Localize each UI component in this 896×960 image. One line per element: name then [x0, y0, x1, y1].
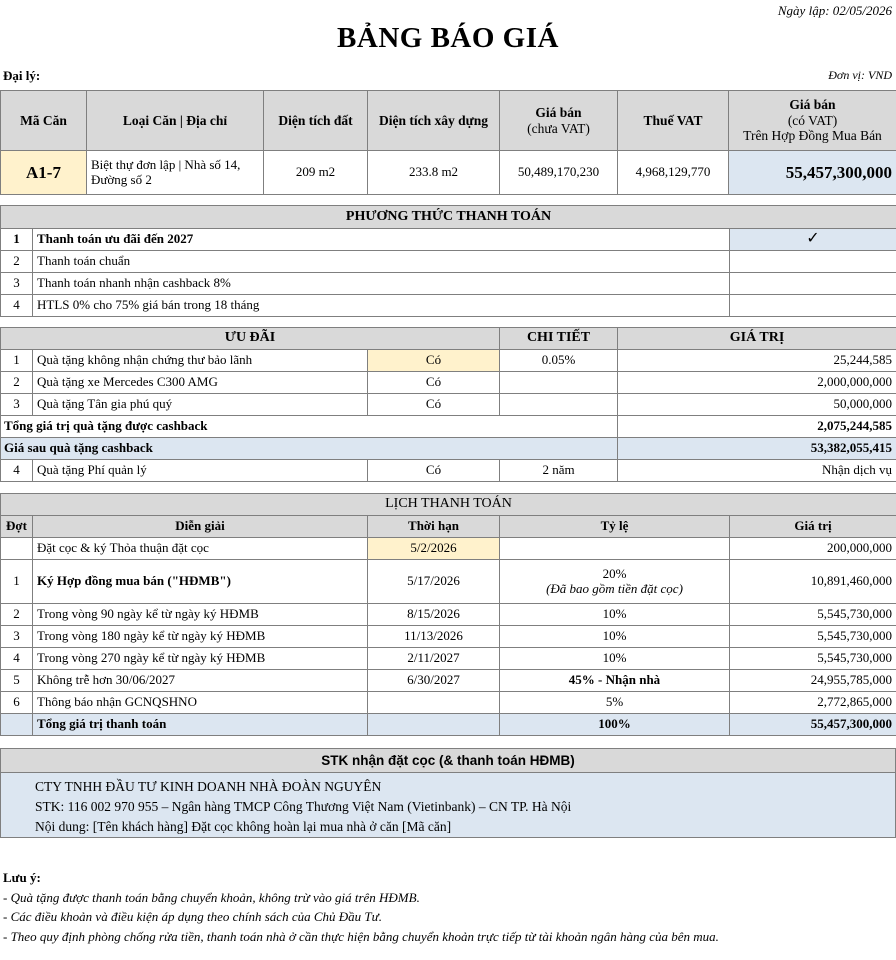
total-deadline — [368, 714, 500, 736]
stage-ratio: 10% — [500, 626, 730, 648]
schedule-total-ratio: 100% — [500, 714, 730, 736]
offer-label: Quà tặng không nhận chứng thư bảo lãnh — [33, 350, 368, 372]
payment-method-select[interactable] — [730, 273, 896, 295]
stage-ratio: 5% — [500, 692, 730, 714]
stage-deadline — [368, 692, 500, 714]
payment-method-label: HTLS 0% cho 75% giá bán trong 18 tháng — [33, 295, 730, 317]
stage-no: 6 — [1, 692, 33, 714]
unit-type-address: Biệt thự đơn lập | Nhà số 14, Đường số 2 — [87, 151, 264, 195]
quote-date: Ngày lập: 02/05/2026 — [777, 3, 892, 18]
price-with-vat: 55,457,300,000 — [729, 151, 896, 195]
payment-method-label: Thanh toán chuẩn — [33, 251, 730, 273]
price-vat-line1: Giá bán — [789, 97, 836, 113]
schedule-total-value: 55,457,300,000 — [730, 714, 896, 736]
stage-no: 5 — [1, 670, 33, 692]
offer-value: 2,000,000,000 — [618, 372, 896, 394]
col-header-build-area: Diện tích xây dựng — [368, 91, 500, 151]
agent-label: Đại lý: — [3, 68, 41, 83]
unit-info-table — [0, 90, 896, 195]
schedule-title: LỊCH THANH TOÁN — [1, 494, 896, 516]
stage-no: 3 — [1, 626, 33, 648]
stage-ratio: 10% — [500, 604, 730, 626]
stage-value: 2,772,865,000 — [730, 692, 896, 714]
notes — [3, 868, 719, 946]
stage-desc: Không trễ hơn 30/06/2027 — [33, 670, 368, 692]
stage-desc: Trong vòng 270 ngày kể từ ngày ký HĐMB — [33, 648, 368, 670]
offer-label: Quà tặng Phí quản lý — [33, 460, 368, 482]
offer-detail — [500, 394, 618, 416]
bank-account-number: STK: 116 002 970 955 – Ngân hàng TMCP Công Thương Việt Nam (Vietinbank) – CN TP. Hà Nội — [35, 799, 572, 814]
offer-value: 50,000,000 — [618, 394, 896, 416]
stage-desc: Ký Hợp đồng mua bán ("HĐMB") — [33, 560, 368, 604]
stage-value: 5,545,730,000 — [730, 648, 896, 670]
stage-desc: Đặt cọc & ký Thỏa thuận đặt cọc — [33, 538, 368, 560]
offer-label: Quà tặng xe Mercedes C300 AMG — [33, 372, 368, 394]
land-area: 209 m2 — [264, 151, 368, 195]
offer-label: Quà tặng Tân gia phú quý — [33, 394, 368, 416]
offer-detail — [500, 372, 618, 394]
col-header-land-area: Diện tích đất — [264, 91, 368, 151]
stage-no: 1 — [1, 560, 33, 604]
stage-no: 2 — [1, 604, 33, 626]
stage-header: Đợt — [1, 516, 33, 538]
price-pre-vat: 50,489,170,230 — [500, 151, 618, 195]
stage-ratio — [500, 560, 730, 604]
offers-header: ƯU ĐÃI — [1, 328, 500, 350]
stage-deadline: 11/13/2026 — [368, 626, 500, 648]
payment-method-no: 2 — [1, 251, 33, 273]
stage-ratio — [500, 538, 730, 560]
col-header-price-vat — [729, 91, 896, 151]
vat-amount: 4,968,129,770 — [618, 151, 729, 195]
offers-table — [0, 327, 896, 482]
offer-detail: 0.05% — [500, 350, 618, 372]
price-vat-line3: Trên Hợp Đồng Mua Bán — [743, 128, 882, 144]
offer-flag[interactable]: Có — [368, 394, 500, 416]
stage-value: 5,545,730,000 — [730, 626, 896, 648]
bank-title: STK nhận đặt cọc (& thanh toán HĐMB) — [1, 749, 895, 773]
payment-method-label: Thanh toán nhanh nhận cashback 8% — [33, 273, 730, 295]
total-stage-no — [1, 714, 33, 736]
col-header-code: Mã Căn — [1, 91, 87, 151]
deadline-header: Thời hạn — [368, 516, 500, 538]
stage-desc: Trong vòng 90 ngày kể từ ngày ký HĐMB — [33, 604, 368, 626]
payment-method-label: Thanh toán ưu đãi đến 2027 — [33, 229, 730, 251]
col-header-type: Loại Căn | Địa chỉ — [87, 91, 264, 151]
stage-deadline[interactable]: 5/2/2026 — [368, 538, 500, 560]
col-header-vat: Thuế VAT — [618, 91, 729, 151]
value-header: GIÁ TRỊ — [618, 328, 896, 350]
stage-value: 5,545,730,000 — [730, 604, 896, 626]
payment-method-select[interactable] — [730, 295, 896, 317]
price-after-gift-value: 53,382,055,415 — [618, 438, 896, 460]
stage-no: 4 — [1, 648, 33, 670]
stage-no — [1, 538, 33, 560]
stage-value: 200,000,000 — [730, 538, 896, 560]
price-vat-line2: (có VAT) — [787, 112, 838, 128]
gift-total-label: Tổng giá trị quà tặng được cashback — [1, 416, 618, 438]
stage-ratio: 10% — [500, 648, 730, 670]
price-pre-vat-line1: Giá bán — [535, 104, 582, 120]
detail-header: CHI TIẾT — [500, 328, 618, 350]
stage-ratio-note: (Đã bao gồm tiền đặt cọc) — [546, 580, 683, 596]
note-item: - Các điều khoản và điều kiện áp dụng theo chính sách của Chủ Đầu Tư. — [3, 909, 382, 924]
bank-transfer-content: Nội dung: [Tên khách hàng] Đặt cọc không hoàn lại mua nhà ở căn [Mã căn] — [35, 819, 452, 834]
stage-ratio-value: 20% — [602, 565, 627, 581]
notes-title: Lưu ý: — [3, 870, 41, 885]
stage-desc: Trong vòng 180 ngày kể từ ngày ký HĐMB — [33, 626, 368, 648]
stage-deadline: 2/11/2027 — [368, 648, 500, 670]
note-item: - Quà tặng được thanh toán bằng chuyển khoản, không trừ vào giá trên HĐMB. — [3, 889, 420, 905]
bank-details — [1, 773, 895, 837]
gift-total-value: 2,075,244,585 — [618, 416, 896, 438]
offer-no: 1 — [1, 350, 33, 372]
stage-value: 24,955,785,000 — [730, 670, 896, 692]
stage-ratio: 45% - Nhận nhà — [500, 670, 730, 692]
payment-method-select[interactable] — [730, 251, 896, 273]
offer-value: Nhận dịch vụ — [618, 460, 896, 482]
stage-deadline: 6/30/2027 — [368, 670, 500, 692]
payment-methods-table — [0, 205, 896, 317]
offer-flag[interactable]: Có — [368, 372, 500, 394]
stage-deadline: 5/17/2026 — [368, 560, 500, 604]
bank-account-box — [0, 748, 896, 838]
offer-flag[interactable]: Có — [368, 350, 500, 372]
col-header-price-pre-vat — [500, 91, 618, 151]
price-after-gift-label: Giá sau quà tặng cashback — [1, 438, 618, 460]
currency-unit: Đơn vị: VND — [828, 68, 892, 82]
bank-company: CTY TNHH ĐẦU TƯ KINH DOANH NHÀ ĐOÀN NGUYÊN — [35, 779, 382, 794]
offer-flag[interactable]: Có — [368, 460, 500, 482]
offer-detail: 2 năm — [500, 460, 618, 482]
note-item: - Theo quy định phòng chống rửa tiền, thanh toán nhà ở cần thực hiện bằng chuyển khoản trực tiếp từ tài khoản ngân hàng của bên mua. — [3, 928, 719, 944]
page-title: BẢNG BÁO GIÁ — [337, 22, 559, 54]
payment-methods-title: PHƯƠNG THỨC THANH TOÁN — [1, 206, 896, 229]
payment-method-no: 1 — [1, 229, 33, 251]
check-icon[interactable]: ✓ — [730, 229, 896, 251]
payment-method-no: 4 — [1, 295, 33, 317]
offer-no: 4 — [1, 460, 33, 482]
stage-desc: Thông báo nhận GCNQSHNO — [33, 692, 368, 714]
value-header: Giá trị — [730, 516, 896, 538]
desc-header: Diễn giải — [33, 516, 368, 538]
unit-code: A1-7 — [1, 151, 87, 195]
ratio-header: Tỷ lệ — [500, 516, 730, 538]
payment-method-no: 3 — [1, 273, 33, 295]
schedule-total-label: Tổng giá trị thanh toán — [33, 714, 368, 736]
stage-deadline: 8/15/2026 — [368, 604, 500, 626]
offer-no: 2 — [1, 372, 33, 394]
price-pre-vat-line2: (chưa VAT) — [527, 120, 590, 136]
stage-value: 10,891,460,000 — [730, 560, 896, 604]
offer-no: 3 — [1, 394, 33, 416]
build-area: 233.8 m2 — [368, 151, 500, 195]
offer-value: 25,244,585 — [618, 350, 896, 372]
payment-schedule-table — [0, 493, 896, 736]
